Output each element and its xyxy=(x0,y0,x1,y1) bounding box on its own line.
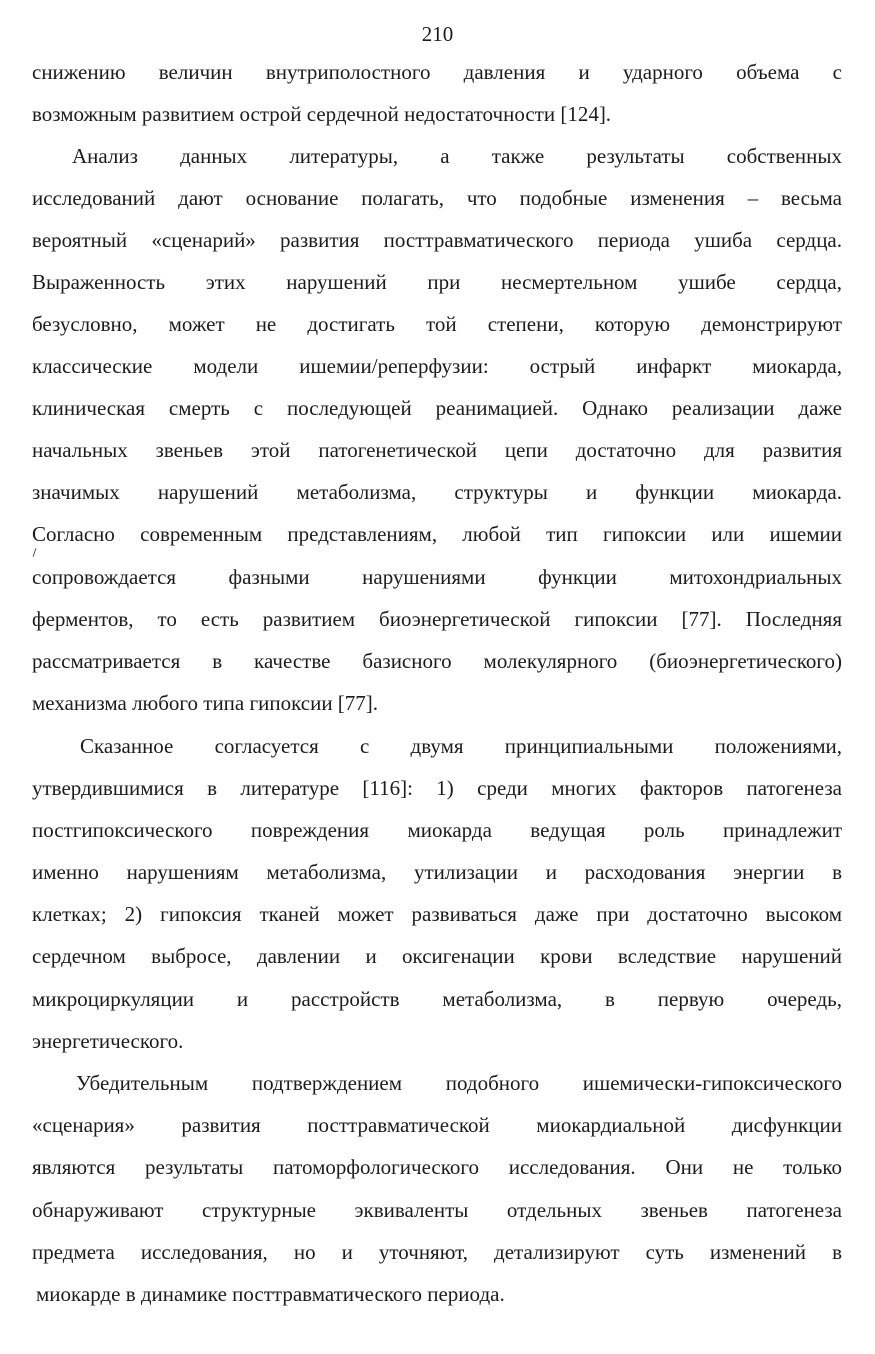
text-line: вероятный «сценарий» развития посттравматического периода ушиба сердца. xyxy=(32,228,842,252)
margin-mark xyxy=(33,548,37,557)
text-line: именно нарушениям метаболизма, утилизации и расходования энергии в xyxy=(32,860,842,884)
text-line: обнаруживают структурные эквиваленты отдельных звеньев патогенеза xyxy=(32,1198,842,1222)
text-line: постгипоксического повреждения миокарда ведущая роль принадлежит xyxy=(32,818,842,842)
text-line: снижению величин внутриполостного давления и ударного объема с xyxy=(32,60,842,84)
text-line: сопровождается фазными нарушениями функции митохондриальных xyxy=(32,565,842,589)
text-line: Убедительным подтверждением подобного ишемически-гипоксического xyxy=(76,1071,842,1095)
text-line: предмета исследования, но и уточняют, детализируют суть изменений в xyxy=(32,1240,842,1264)
text-line: энергетического. xyxy=(32,1029,184,1053)
text-line: значимых нарушений метаболизма, структуры и функции миокарда. xyxy=(32,480,842,504)
text-line: исследований дают основание полагать, что подобные изменения – весьма xyxy=(32,186,842,210)
text-line: механизма любого типа гипоксии [77]. xyxy=(32,691,379,715)
text-line: утвердившимися в литературе [116]: 1) среди многих факторов патогенеза xyxy=(32,776,842,800)
text-line: классические модели ишемии/реперфузии: острый инфаркт миокарда, xyxy=(32,354,842,378)
text-line: безусловно, может не достигать той степени, которую демонстрируют xyxy=(32,312,842,336)
text-line: Сказанное согласуется с двумя принципиальными положениями, xyxy=(80,734,842,758)
page-number: 210 xyxy=(421,22,454,46)
text-line: миокарде в динамике посттравматического периода. xyxy=(36,1282,505,1306)
text-line: микроциркуляции и расстройств метаболизма, в первую очередь, xyxy=(32,987,842,1011)
text-line: начальных звеньев этой патогенетической цепи достаточно для развития xyxy=(32,438,842,462)
text-line: ферментов, то есть развитием биоэнергетической гипоксии [77]. Последняя xyxy=(32,607,842,631)
text-line: клетках; 2) гипоксия тканей может развиваться даже при достаточно высоком xyxy=(32,902,842,926)
text-line: сердечном выбросе, давлении и оксигенации крови вследствие нарушений xyxy=(32,944,842,968)
text-line: Анализ данных литературы, а также результаты собственных xyxy=(72,144,842,168)
text-line: возможным развитием острой сердечной недостаточности [124]. xyxy=(32,102,612,126)
text-line: рассматривается в качестве базисного молекулярного (биоэнергетического) xyxy=(32,649,842,673)
text-line: «сценария» развития посттравматической миокардиальной дисфункции xyxy=(32,1113,842,1137)
text-line: клиническая смерть с последующей реанимацией. Однако реализации даже xyxy=(32,396,842,420)
text-line: Согласно современным представлениям, любой тип гипоксии или ишемии xyxy=(32,522,842,546)
text-line: Выраженность этих нарушений при несмертельном ушибе сердца, xyxy=(32,270,842,294)
text-line: являются результаты патоморфологического исследования. Они не только xyxy=(32,1155,842,1179)
